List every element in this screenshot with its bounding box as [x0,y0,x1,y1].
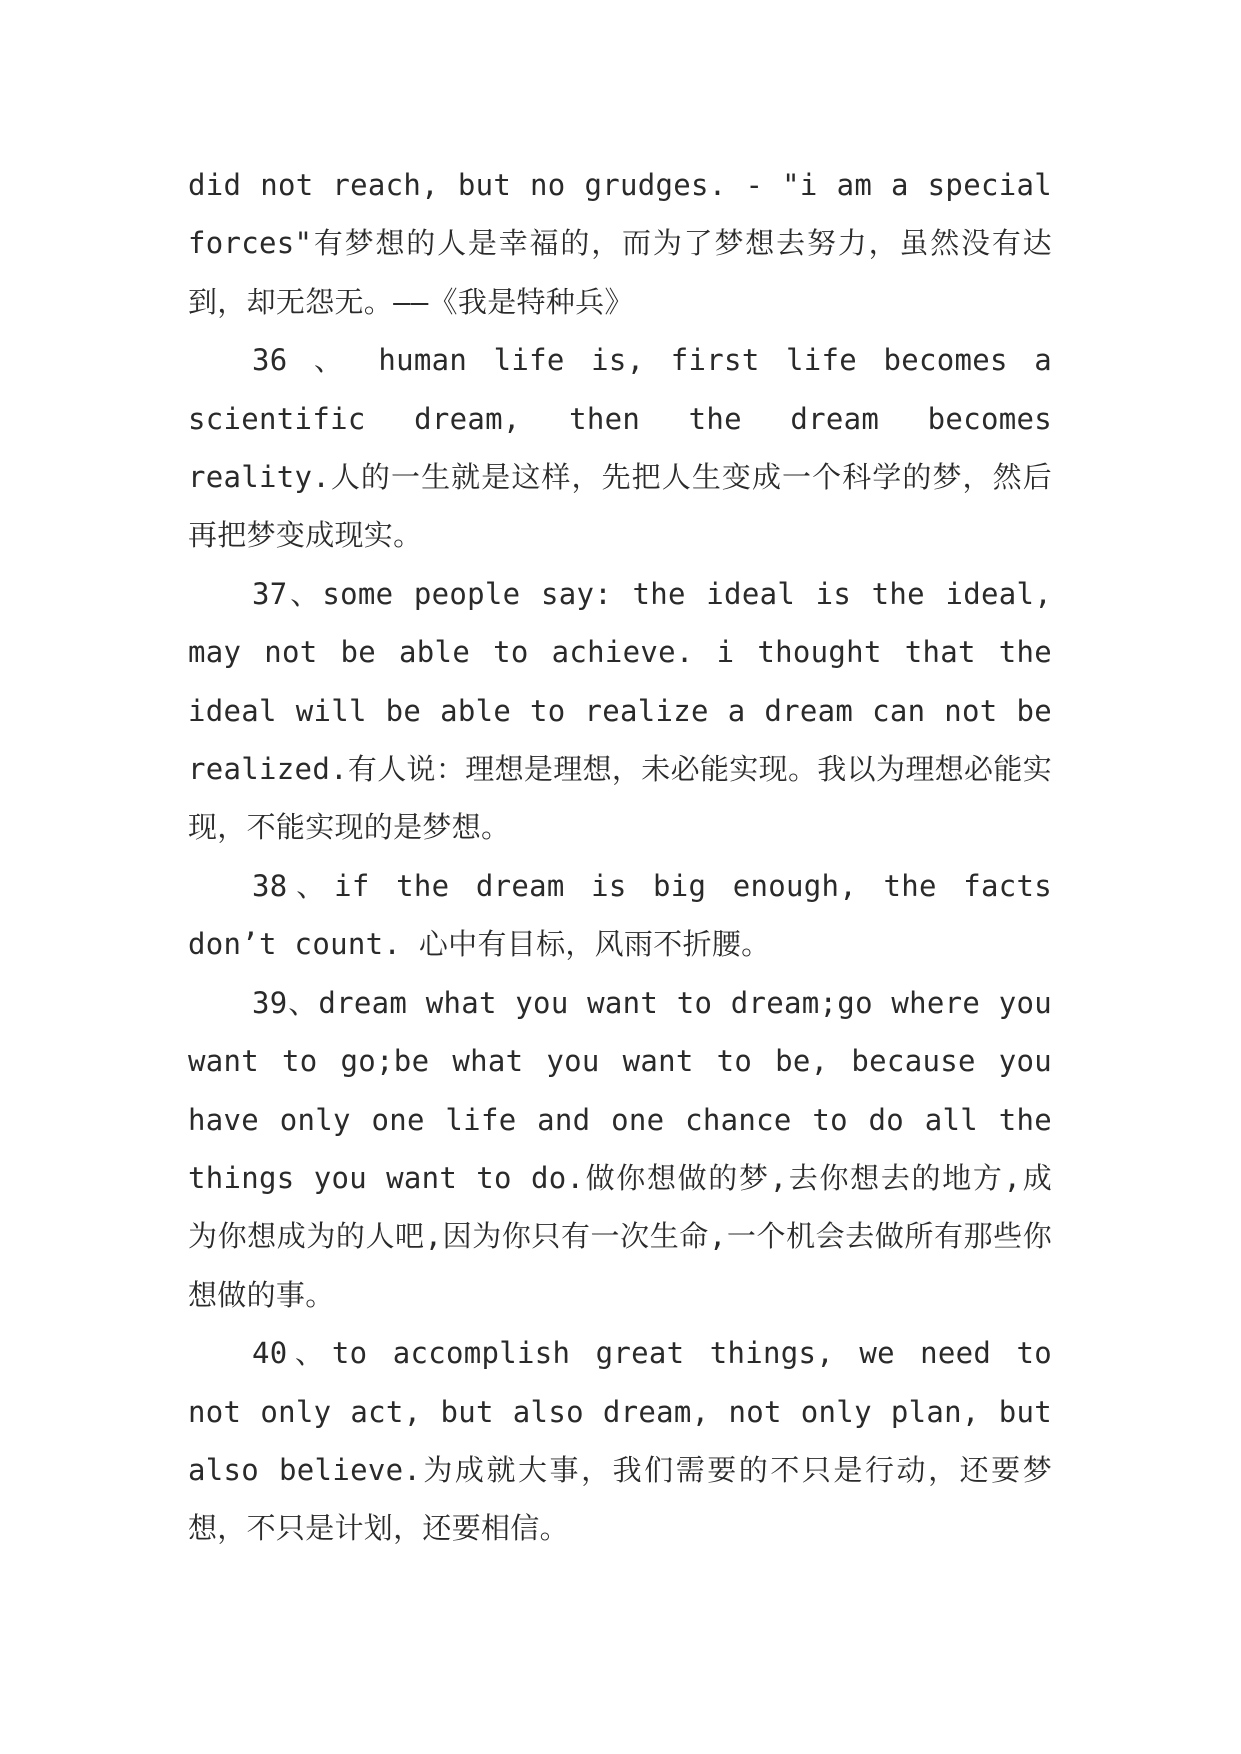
paragraph-38: 38、if the dream is big enough, the facts don’t count. 心中有目标，风雨不折腰。 [188,868,1052,962]
paragraph-36: 36 、 human life is, first life becomes a scientific dream, then the dream becomes reality.人的一生就是这样，先把人生变成一个科学的梦，然后再把梦变成现实。 [188,343,1052,553]
paragraph-35-continuation: did not reach, but no grudges. - "i am a special forces"有梦想的人是幸福的，而为了梦想去努力，虽然没有达到，却无怨无。——《我是特种兵》 [188,168,1052,319]
paragraph-40: 40、to accomplish great things, we need to not only act, but also dream, not only plan, but also believe.为成就大事，我们需要的不只是行动，还要梦想，不只是计划，还要相信。 [188,1336,1052,1546]
paragraph-39: 39、dream what you want to dream;go where you want to go;be what you want to be, because you have only one life and one chance to do all the things you want to do.做你想做的梦,去你想去的地方,成为你想成为的人吧,因为你只有一次生命,一个机会去做所有那些你想做的事。 [188,985,1052,1312]
paragraph-37: 37、some people say: the ideal is the ideal, may not be able to achieve. i thought that the ideal will be able to realize a dream can not be realized.有人说：理想是理想，未必能实现。我以为理想必能实现，不能实现的是梦想。 [188,576,1052,845]
document-body [188,156,1052,1558]
